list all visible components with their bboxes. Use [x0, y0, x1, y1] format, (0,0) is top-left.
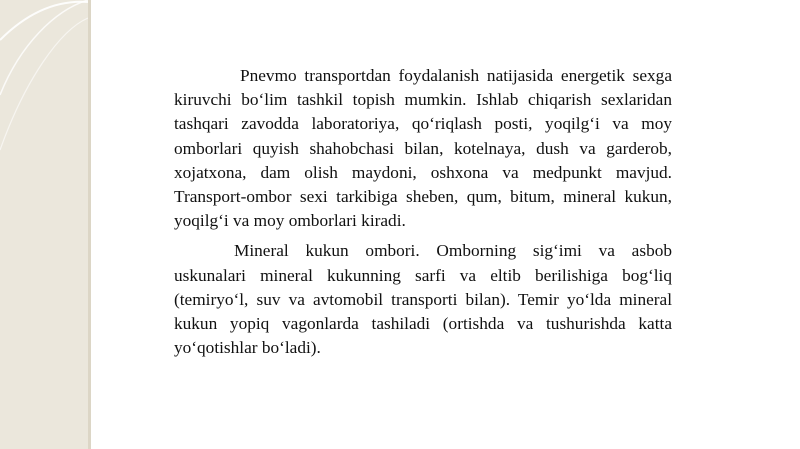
panel-divider [88, 0, 91, 449]
decorative-curves [0, 0, 88, 449]
paragraph-1: Pnevmo transportdan foydalanish natijasida energetik sexga kiruvchi bo‘lim tashkil topish mumkin. Ishlab chiqarish sexlaridan tashqari zavodda laboratoriya, qo‘riqlash posti, yoqilg‘i va moy omborlari quyish shahobchasi bilan, kotelnaya, dush va garderob, xojatxona, dam olish maydoni, oshxona va medpunkt mavjud. Transport-ombor sexi tarkibiga sheben, qum, bitum, mineral kukun, yoqilg‘i va moy omborlari kiradi. [174, 66, 672, 231]
decorative-side-panel [0, 0, 88, 449]
paragraph-2: Mineral kukun ombori. Omborning sig‘imi va asbob uskunalari mineral kukunning sarfi va eltib berilishiga bog‘liq (temiryo‘l, suv va avtomobil transporti bilan). Temir yo‘lda mineral kukun yopiq vagonlarda tashiladi (ortishda va tushurishda katta yo‘qotishlar bo‘ladi). [174, 241, 672, 358]
body-text [174, 64, 672, 360]
